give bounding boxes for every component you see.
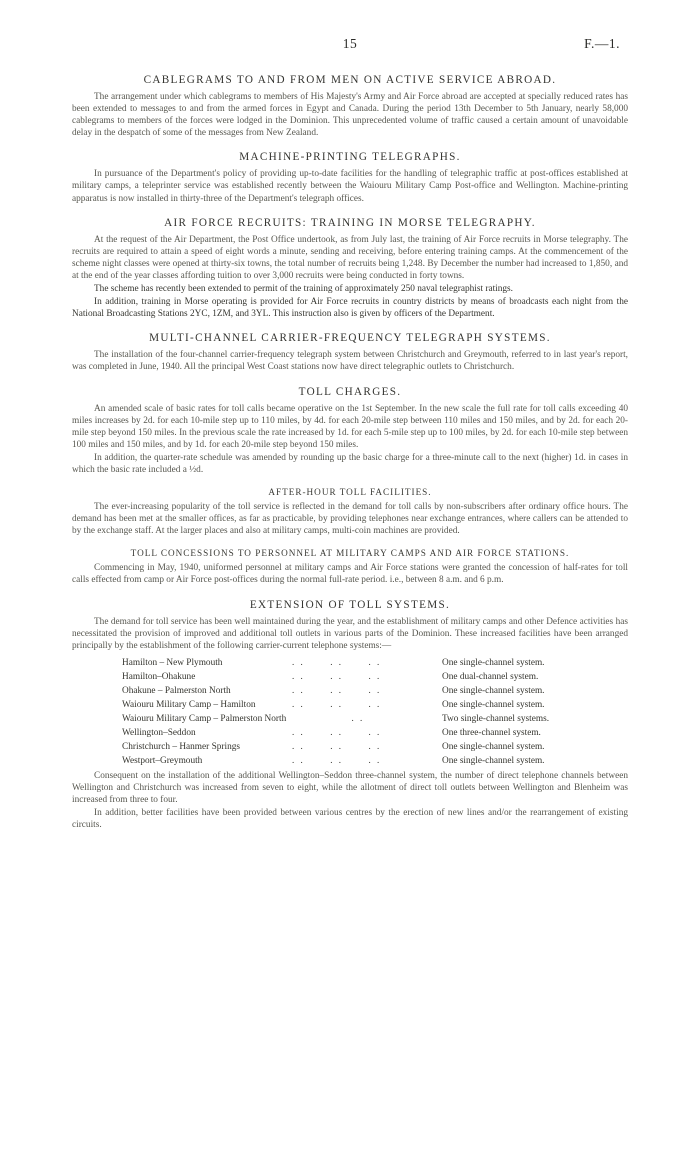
carrier-systems-table [122,656,628,768]
table-row [122,712,628,726]
section-title-multi-channel: MULTI-CHANNEL CARRIER-FREQUENCY TELEGRAPH SYSTEMS. [149,332,551,345]
system-label: One single-channel system. [442,686,545,697]
document-reference: F.—1. [584,36,620,51]
paragraph: In addition, training in Morse operating is provided for Air Force recruits in country districts by means of broadcasts each night from the National Broadcasting Stations 2YC, 1ZM, and 3YL. This instruction also is given by officers of the Department. [72,297,628,320]
table-row [122,670,628,684]
leader-dots: . . . . . . [292,657,382,668]
section-title-cablegrams: CABLEGRAMS TO AND FROM MEN ON ACTIVE SERVICE ABROAD. [143,74,557,86]
page-header [72,36,628,62]
system-label: Two single-channel systems. [442,714,550,725]
paragraph: Consequent on the installation of the additional Wellington–Seddon three-channel system, the number of direct telephone channels between Wellington and Christchurch was increased from seven to eight, while the allotment of direct toll outlets between Wellington and Blenheim was increased from three to four. [72,770,628,805]
table-row [122,698,628,712]
carrier-systems-table-wrap [72,656,628,768]
route-label: Waiouru Military Camp – Palmerston North [122,714,287,725]
paragraph: In addition, better facilities have been provided between various centres by the erection of new lines and/or the rearrangement of existing circuits. [72,807,628,831]
system-label: One single-channel system. [442,742,545,753]
table-row [122,740,628,754]
table-row [122,656,628,670]
subsection-title-after-hour-toll: AFTER-HOUR TOLL FACILITIES. [268,487,432,498]
route-label: Hamilton – New Plymouth [122,658,223,669]
system-label: One three-channel system. [442,728,541,739]
leader-dots: . . . . . . [292,741,382,752]
paragraph: An amended scale of basic rates for toll calls became operative on the 1st September. In the new scale the full rate for toll calls exceeding 40 miles increases by 2d. for each 10-mile step up to 110 miles, by 4d. for each 20-mile step between 110 miles and 150 miles, and by 2d. for each 20-mile step beyond 150 miles. In the previous scale the rate increased by 1d. for each 5-mile step up to 100 miles, by 2d. for each 10-mile step between 100 miles and 150 miles, and by 1d. for each 20-mile step beyond 150 miles. [72,403,628,450]
section-title-toll-charges: TOLL CHARGES. [298,385,402,398]
leader-dots: . . . . . . [292,699,382,710]
table-row [122,684,628,698]
paragraph: The arrangement under which cablegrams to members of His Majesty's Army and Air Force abroad are accepted at specially reduced rates has been extended to messages to and from the armed forces in Egypt and Canada. During the period 13th December to 5th January, nearly 58,000 cablegrams to members of the forces were lodged in the Dominion. This unprecedented volume of traffic caused a certain amount of unavoidable delay in the despatch of some of the messages from New Zealand. [72,92,628,139]
route-label: Waiouru Military Camp – Hamilton [122,700,256,711]
route-label: Christchurch – Hanmer Springs [122,742,240,753]
table-row [122,726,628,740]
leader-dots: . . . . . . [292,727,382,738]
route-label: Wellington–Seddon [122,728,196,739]
table-row [122,754,628,768]
paragraph: The scheme has recently been extended to permit of the training of approximately 250 naval telegraphist ratings. [94,284,513,295]
section-title-machine-printing: MACHINE-PRINTING TELEGRAPHS. [239,151,461,164]
paragraph: The demand for toll service has been well maintained during the year, and the establishment of military camps and other Defence activities has necessitated the provision of improved and additional toll outlets in various parts of the Dominion. These increased facilities have been arranged principally by the establishment of the following carrier-current telephone systems:— [72,616,628,651]
paragraph: At the request of the Air Department, the Post Office undertook, as from July last, the training of Air Force recruits in Morse telegraphy. The recruits are required to attain a speed of eight words a minute, sending and receiving, before entering training camps. At the commencement of the scheme night classes were opened at thirty-six towns, the total number of recruits being 1,248. By December the number had increased to 1,850, and at the end of the year classes affording tuition to over 3,000 recruits were being conducted in forty towns. [72,234,628,281]
page-number: 15 [342,36,358,51]
section-title-air-force-recruits: AIR FORCE RECRUITS: TRAINING IN MORSE TELEGRAPHY. [164,216,536,229]
paragraph: In addition, the quarter-rate schedule was amended by rounding up the basic charge for a three-minute call to the next (higher) 1d. in cases in which the basic rate included a ½d. [72,452,628,475]
route-label: Hamilton–Ohakune [122,672,196,683]
system-label: One dual-channel system. [442,672,539,683]
route-label: Westport–Greymouth [122,756,203,767]
paragraph: The installation of the four-channel carrier-frequency telegraph system between Christchurch and Greymouth, referred to in last year's report, was completed in June, 1940. All the principal West Coast stations now have direct telegraphic outlets to Christchurch. [72,350,628,373]
subsection-title-toll-concessions: TOLL CONCESSIONS TO PERSONNEL AT MILITARY CAMPS AND AIR FORCE STATIONS. [130,548,570,559]
system-label: One single-channel system. [442,756,545,767]
leader-dots: . . . . . . [292,671,382,682]
paragraph: Commencing in May, 1940, uniformed personnel at military camps and Air Force stations were granted the concession of half-rates for toll calls effected from camp or Air Force post-offices during the normal full-rate period. i.e., between 8 a.m. and 6 p.m. [72,563,628,586]
route-label: Ohakune – Palmerston North [122,686,231,697]
leader-dots: . . [292,713,365,724]
paragraph: In pursuance of the Department's policy of providing up-to-date facilities for the handling of telegraphic traffic at post-offices established at military camps, a teleprinter service was established recently between the Waiouru Military Camp Post-office and Wellington. Machine-printing apparatus is now installed in thirty-three of the Department's telegraph offices. [72,169,628,204]
leader-dots: . . . . . . [292,755,382,766]
system-label: One single-channel system. [442,700,545,711]
leader-dots: . . . . . . [292,685,382,696]
paragraph: The ever-increasing popularity of the toll service is reflected in the demand for toll calls by non-subscribers after ordinary office hours. The demand has been met at the smaller offices, as far as practicable, by providing telephones near exchange entrances, where callers can be attended to by the exchange staff. At the larger places and also at military camps, multi-coin machines are provided. [72,502,628,537]
system-label: One single-channel system. [442,658,545,669]
section-title-extension-of-toll-systems: EXTENSION OF TOLL SYSTEMS. [249,598,451,611]
